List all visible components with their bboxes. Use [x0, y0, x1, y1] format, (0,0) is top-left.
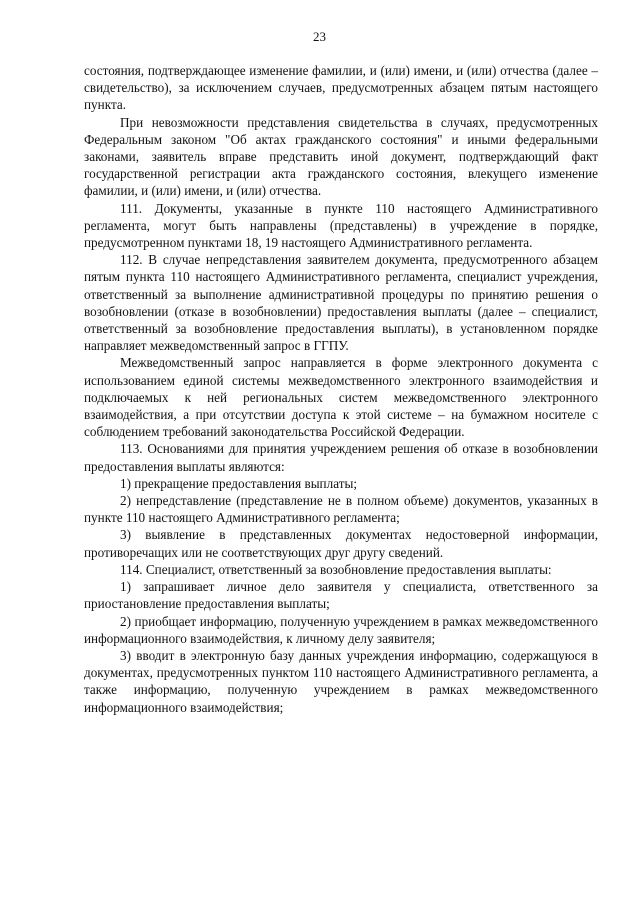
paragraph-interagency-request: Межведомственный запрос направляется в форме электронного документа с использованием единой системы межведомственного электронного взаимодействия и подключаемых к ней региональных систем межведомственного электронного взаимодействия, а при отсутствии доступа к этой системе – на бумажном носителе с соблюдением требований законодательства Российской Федерации.	[84, 355, 598, 440]
paragraph-clause-113: 113. Основаниями для принятия учреждением решения об отказе в возобновлении предоставления выплаты являются:	[84, 441, 598, 474]
list-item-113-1: 1) прекращение предоставления выплаты;	[120, 475, 357, 491]
list-item-114-1: 1) запрашивает личное дело заявителя у специалиста, ответственного за приостановление предоставления выплаты;	[84, 579, 598, 612]
page-number: 23	[313, 29, 326, 44]
paragraph-clause-111: 111. Документы, указанные в пункте 110 настоящего Административного регламента, могут быть направлены (представлены) в учреждение в порядке, предусмотренном пунктами 18, 19 настоящего Административного регламента.	[84, 200, 598, 251]
list-item-113-2: 2) непредставление (представление не в полном объеме) документов, указанных в пункте 110 настоящего Административного регламента;	[84, 493, 598, 526]
paragraph-clause-112: 112. В случае непредставления заявителем документа, предусмотренного абзацем пятым пункта 110 настоящего Административного регламента, специалист учреждения, ответственный за выполнение административной процедуры по принятию решения о возобновлении (отказе в возобновлении) предоставления выплаты (далее – специалист, ответственный за возобновление предоставления выплаты), в установленном порядке направляет межведомственный запрос в ГГПУ.	[84, 252, 598, 354]
document-body	[84, 62, 598, 716]
paragraph-certificate-alternative: При невозможности представления свидетельства в случаях, предусмотренных Федеральным законом "Об актах гражданского состояния" и иными федеральными законами, заявитель вправе представить иной документ, подтверждающий факт государственной регистрации акта гражданского состояния, влекущего изменение фамилии, и (или) имени, и (или) отчества.	[84, 114, 598, 199]
paragraph-continuation: состояния, подтверждающее изменение фамилии, и (или) имени, и (или) отчества (далее – свидетельство), за исключением случаев, предусмотренных абзацем пятым настоящего пункта.	[84, 63, 598, 113]
list-item-114-3: 3) вводит в электронную базу данных учреждения информацию, содержащуюся в документах, предусмотренных пунктом 110 настоящего Административного регламента, а также информацию, полученную учреждением в рамках межведомственного информационного взаимодействия;	[84, 647, 598, 715]
list-item-114-2: 2) приобщает информацию, полученную учреждением в рамках межведомственного информационного взаимодействия, к личному делу заявителя;	[84, 613, 598, 646]
list-item-113-3: 3) выявление в представленных документах недостоверной информации, противоречащих или не соответствующих друг другу сведений.	[84, 527, 598, 560]
paragraph-clause-114: 114. Специалист, ответственный за возобновление предоставления выплаты:	[120, 561, 552, 577]
